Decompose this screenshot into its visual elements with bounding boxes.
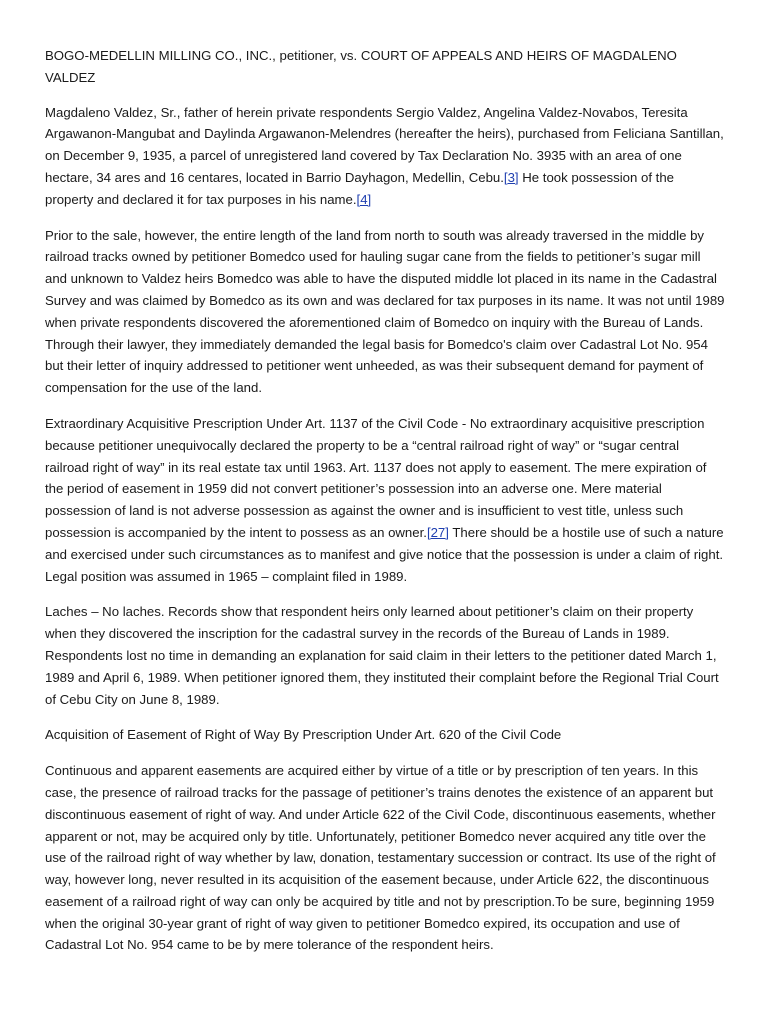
paragraph-prescription-text-b: There should be a hostile use of such a nature and exercised under such circumstances as to manifest and give notice that the possession is under a claim of right. Legal position was assumed in 1965 – complaint filed in 1989. xyxy=(45,524,724,584)
paragraph-prior-sale: Prior to the sale, however, the entire length of the land from north to south was already traversed in the middle by railroad tracks owned by petitioner Bomedco used for hauling sugar cane from the fields to petitioner’s sugar mill and unknown to Valdez heirs Bomedco was able to have the disputed middle lot placed in its name in the Cadastral Survey and was claimed by Bomedco as its own and was declared for tax purposes in its name. It was not until 1989 when private respondents discovered the aforementioned claim of Bomedco on inquiry with the Bureau of Lands. Through their lawyer, they immediately demanded the legal basis for Bomedco's claim over Cadastral Lot No. 954 but their letter of inquiry addressed to petitioner went unheeded, as was their subsequent demand for payment of compensation for the use of the land. xyxy=(45,227,725,396)
section-heading-easement: Acquisition of Easement of Right of Way By Prescription Under Art. 620 of the Civil Code xyxy=(45,727,562,743)
footnote-link-27[interactable]: [27] xyxy=(426,524,449,540)
paragraph-easement: Continuous and apparent easements are acquired either by virtue of a title or by prescription of ten years. In this case, the presence of railroad tracks for the passage of petitioner’s trains denotes the existence of an apparent but discontinuous easement of right of way. And under Article 622 of the Civil Code, discontinuous easements, whether apparent or not, may be acquired only by title. Unfortunately, petitioner Bomedco never acquired any title over the use of the railroad right of way whether by law, donation, testamentary succession or contract. Its use of the right of way, however long, never resulted in its acquisition of the easement because, under Article 622, the discontinuous easement of a railroad right of way can only be acquired by title and not by prescription.To be sure, beginning 1959 when the original 30-year grant of right of way given to petitioner Bomedco expired, its occupation and use of Cadastral Lot No. 954 came to be by mere tolerance of the respondent heirs. xyxy=(45,763,716,953)
footnote-link-3[interactable]: [3] xyxy=(503,169,519,185)
paragraph-facts-text-b: He took possession of the property and declared it for tax purposes in his name. xyxy=(45,169,675,207)
paragraph-extraordinary-prescription xyxy=(45,413,725,587)
document-page xyxy=(45,45,725,970)
paragraph-laches: Laches – No laches. Records show that respondent heirs only learned about petitioner’s claim on their property when they discovered the inscription for the cadastral survey in the records of the Bureau of Lands in 1989. Respondents lost no time in demanding an explanation for said claim in their letters to the petitioner dated March 1, 1989 and April 6, 1989. When petitioner ignored them, they instituted their complaint before the Regional Trial Court of Cebu City on June 8, 1989. xyxy=(45,604,719,707)
footnote-link-4[interactable]: [4] xyxy=(356,191,372,207)
case-title: BOGO-MEDELLIN MILLING CO., INC., petitioner, vs. COURT OF APPEALS AND HEIRS OF MAGDALENO VALDEZ xyxy=(45,48,677,85)
paragraph-facts-text-a: Magdaleno Valdez, Sr., father of herein private respondents Sergio Valdez, Angelina Valdez-Novabos, Teresita Argawanon-Mangubat and Daylinda Argawanon-Melendres (hereafter the heirs), purchased from Feliciana Santillan, on December 9, 1935, a parcel of unregistered land covered by Tax Declaration No. 3935 with an area of one hectare, 34 ares and 16 centares, located in Barrio Dayhagon, Medellin, Cebu. xyxy=(45,104,724,185)
paragraph-prescription-text-a: Extraordinary Acquisitive Prescription Under Art. 1137 of the Civil Code - No extraordinary acquisitive prescription because petitioner unequivocally declared the property to be a “central railroad right of way” or “sugar central railroad right of way” in its real estate tax until 1963. Art. 1137 does not apply to easement. The mere expiration of the period of easement in 1959 did not convert petitioner’s possession into an adverse one. Mere material possession of land is not adverse possession as against the owner and is insufficient to vest title, unless such possession is accompanied by the intent to possess as an owner. xyxy=(45,415,707,540)
paragraph-facts xyxy=(45,102,725,211)
